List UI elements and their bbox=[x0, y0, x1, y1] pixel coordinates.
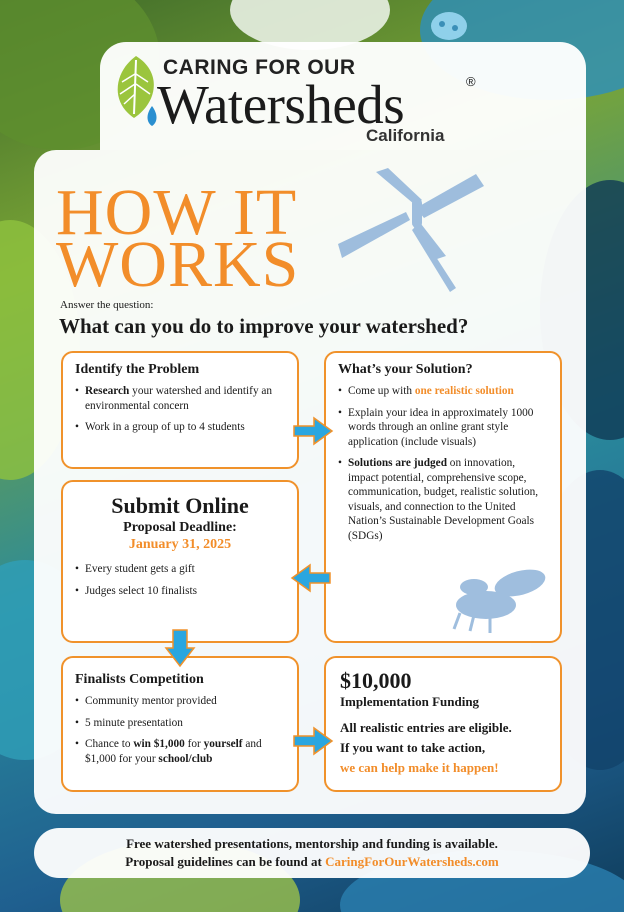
solution-heading: What’s your Solution? bbox=[338, 362, 473, 377]
arrow-right-icon bbox=[292, 726, 334, 756]
submit-card bbox=[61, 480, 299, 643]
website-link[interactable]: CaringForOurWatersheds.com bbox=[325, 854, 499, 869]
funding-line-2: If you want to take action, bbox=[340, 740, 486, 755]
arrow-down-icon bbox=[164, 628, 196, 668]
bee-icon bbox=[450, 565, 550, 635]
logo-tagline: CARING FOR OUR bbox=[163, 56, 356, 79]
deadline-label: Proposal Deadline: bbox=[123, 520, 237, 535]
submit-heading: Submit Online bbox=[111, 493, 249, 518]
solution-bullet-1: • Come up with one realistic solution bbox=[338, 384, 548, 399]
question-text: What can you do to improve your watershed? bbox=[59, 314, 469, 338]
finalists-bullet-2: • 5 minute presentation bbox=[75, 716, 285, 731]
submit-bullet-1: • Every student gets a gift bbox=[75, 562, 285, 577]
footer-panel bbox=[34, 828, 590, 878]
dragonfly-icon bbox=[336, 168, 486, 298]
funding-amount: $10,000 bbox=[340, 668, 412, 693]
solution-bullet-3: • Solutions are judged on innovation, impact potential, comprehensive scope, communication, budget, realistic solution, visuals, and connection to the United Nation’s Sustainable Development Goals (SDGs) bbox=[338, 456, 548, 543]
arrow-right-icon bbox=[292, 416, 334, 446]
identify-bullet-2: • Work in a group of up to 4 students bbox=[75, 420, 285, 435]
ladybug-icon bbox=[424, 4, 474, 44]
question-label: Answer the question: bbox=[60, 299, 154, 311]
registered-mark: ® bbox=[466, 74, 476, 89]
funding-label: Implementation Funding bbox=[340, 694, 480, 709]
identify-bullet-1: • Research your watershed and identify an environmental concern bbox=[75, 384, 285, 413]
deadline-date: January 31, 2025 bbox=[128, 537, 232, 552]
identify-card bbox=[61, 351, 299, 469]
footer-line-2: Proposal guidelines can be found at CaringForOurWatersheds.com bbox=[125, 854, 499, 869]
finalists-bullet-3: • Chance to win $1,000 for yourself and $1,000 for your school/club bbox=[75, 737, 285, 766]
title-line-2: WORKS bbox=[56, 228, 300, 301]
funding-line-1: All realistic entries are eligible. bbox=[340, 720, 512, 735]
finalists-card bbox=[61, 656, 299, 792]
solution-bullet-2: • Explain your idea in approximately 1000 words through an online grant style application (include visuals) bbox=[338, 406, 548, 450]
identify-heading: Identify the Problem bbox=[75, 362, 200, 377]
logo-state: California bbox=[366, 126, 445, 145]
funding-card bbox=[324, 656, 562, 792]
title-line-1: HOW IT bbox=[56, 176, 298, 249]
arrow-left-icon bbox=[290, 563, 332, 593]
finalists-bullet-1: • Community mentor provided bbox=[75, 694, 285, 709]
solution-card bbox=[324, 351, 562, 643]
logo-wordmark: Watersheds bbox=[157, 74, 405, 135]
finalists-heading: Finalists Competition bbox=[75, 672, 204, 687]
funding-line-3: we can help make it happen! bbox=[340, 760, 499, 775]
footer-line-1: Free watershed presentations, mentorship and funding is available. bbox=[126, 836, 498, 851]
submit-bullet-2: • Judges select 10 finalists bbox=[75, 584, 285, 599]
